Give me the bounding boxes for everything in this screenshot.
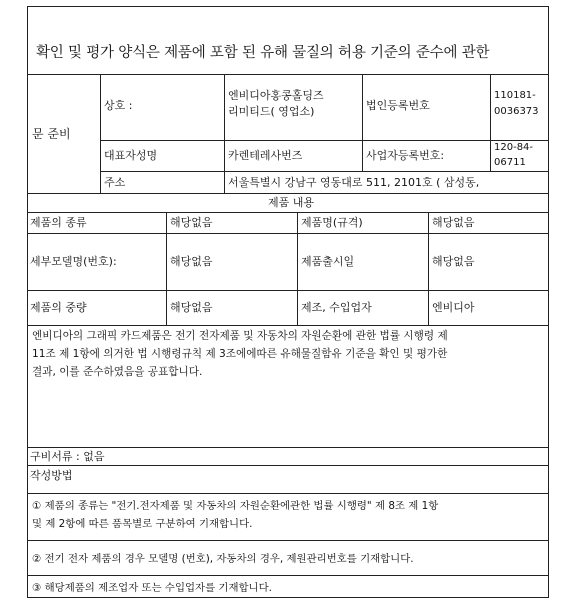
name-value: 해당없음 xyxy=(432,216,475,229)
divider-method xyxy=(27,493,549,494)
ceo-label: 대표자성명 xyxy=(104,149,158,162)
type-value: 해당없음 xyxy=(170,216,213,229)
statement-line-1: 엔비디아의 그래픽 카드제품은 전기 전자제품 및 자동차의 자원순환에 관한 법률 시행령 제 xyxy=(32,330,448,342)
divider-title xyxy=(27,74,549,75)
attachments-text: 구비서류 : 없음 xyxy=(30,450,105,463)
biz-reg-value-line1: 120-84- xyxy=(494,142,534,153)
divider-attachments xyxy=(27,465,549,466)
divider-weight xyxy=(27,325,549,326)
release-value: 해당없음 xyxy=(432,255,475,268)
method-heading: 작성방법 xyxy=(30,469,73,482)
company-label: 상호 : xyxy=(104,99,133,112)
divider-note1 xyxy=(27,540,549,541)
note-3: ③ 해당제품의 제조업자 또는 수입업자를 기재합니다. xyxy=(32,582,272,594)
statement-line-2: 11조 제 1항에 의거한 법 시행령규칙 제 3조에에따른 유해물질함유 기준을 확인 및 평가한 xyxy=(32,348,448,360)
corp-reg-value-line2: 0036373 xyxy=(494,106,539,117)
maker-value: 엔비디아 xyxy=(432,301,475,314)
release-label: 제품출시일 xyxy=(301,255,355,268)
divider-product-heading xyxy=(27,212,549,213)
model-value: 해당없음 xyxy=(170,255,213,268)
divider-company xyxy=(100,140,549,141)
note-2: ② 전기 전자 제품의 경우 모델명 (번호), 자동차의 경우, 제원관리번호를 기재합니다. xyxy=(32,553,414,565)
statement-line-3: 결과, 이를 준수하였음을 공표합니다. xyxy=(32,366,203,378)
issuer-section-label: 문 준비 xyxy=(32,127,71,141)
note-1-line-1: ① 제품의 종류는 "전기.전자제품 및 자동차의 자원순환에관한 법률 시행령" 제 8조 제 1항 xyxy=(32,500,439,512)
page-title: 확인 및 평가 양식은 제품에 포함 된 유해 물질의 허용 기준의 준수에 관한 xyxy=(36,45,490,61)
maker-label: 제조, 수입업자 xyxy=(301,301,372,314)
divider-statement xyxy=(27,447,549,448)
divider-ceo xyxy=(100,171,549,172)
product-heading: 제품 내용 xyxy=(268,196,315,209)
address-label: 주소 xyxy=(104,176,126,189)
name-label: 제품명(규격) xyxy=(301,216,363,229)
vline-product-3 xyxy=(428,212,429,325)
vline-issuer-2 xyxy=(362,74,363,171)
company-value-line2: 리미티드( 영업소) xyxy=(228,105,315,118)
company-value-line1: 엔비디아홍콩홀딩즈 xyxy=(228,89,324,102)
vline-issuer-1 xyxy=(224,74,225,193)
type-label: 제품의 종류 xyxy=(30,216,87,229)
biz-reg-label: 사업자등록번호: xyxy=(366,149,445,162)
divider-type xyxy=(27,233,549,234)
vline-product-1 xyxy=(166,212,167,325)
vline-product-2 xyxy=(297,212,298,325)
divider-address xyxy=(27,193,549,194)
weight-value: 해당없음 xyxy=(170,301,213,314)
weight-label: 제품의 중량 xyxy=(30,301,87,314)
model-label: 세부모델명(번호): xyxy=(30,255,117,268)
vline-issuer-3 xyxy=(490,74,491,171)
note-1-line-2: 및 제 2항에 따른 품목별로 구분하여 기재합니다. xyxy=(32,518,253,530)
address-value: 서울특별시 강남구 영동대로 511, 2101호 ( 삼성동, xyxy=(228,176,480,189)
divider-note2 xyxy=(27,575,549,576)
ceo-value: 카렌테레사번즈 xyxy=(228,149,303,162)
biz-reg-value-line2: 06711 xyxy=(494,157,526,168)
corp-reg-label: 법인등록번호 xyxy=(366,99,430,112)
divider-model xyxy=(27,290,549,291)
corp-reg-value-line1: 110181- xyxy=(494,90,536,101)
vline-issuer-label xyxy=(100,74,101,193)
